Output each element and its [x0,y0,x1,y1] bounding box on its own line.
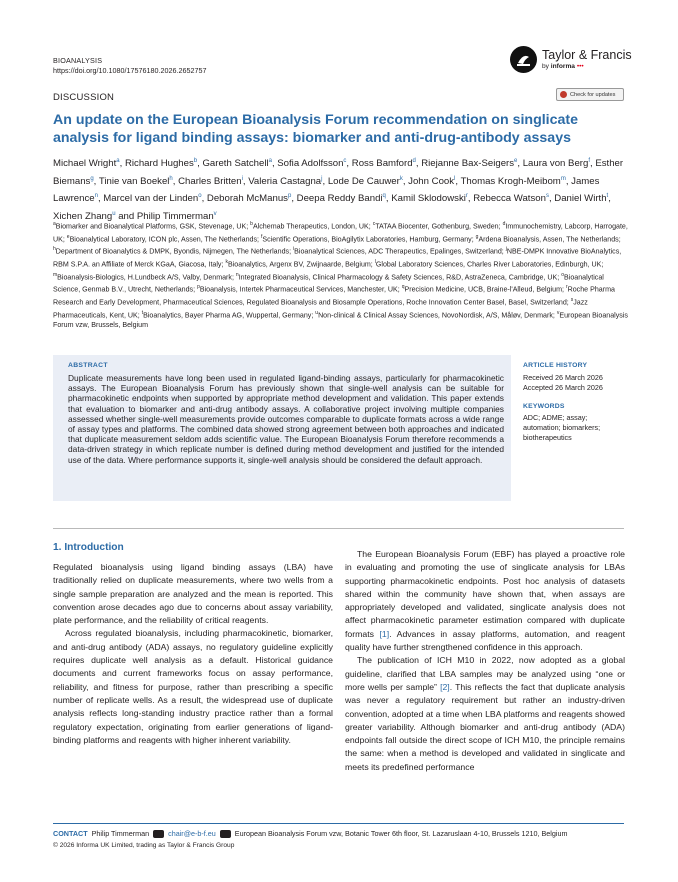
author-name[interactable]: Ross Bamford [351,158,413,170]
affiliation: Roche Pharma Research and Early Development, Pharmaceutical Sciences, Regulated Bioanalysis and Biosample Operations, Roche Innovation Center Basel, Basel, Switzerland; [53,285,615,307]
contact-email-link[interactable]: chair@e-b-f.eu [168,829,216,838]
paragraph: Regulated bioanalysis using ligand binding assays (LBA) have traditionally relied on duplicate measurements, where two wells from a single sample preparation are analyzed and the mean is reported. This convention arose decades ago due to concerns about assay variability, plate performance, and the reliability of critical reagents. [53,562,333,626]
author-name[interactable]: Rebecca Watson [473,193,546,205]
affiliation: Non-clinical & Clinical Assay Sciences, NovoNordisk, A/S, Måløv, Denmark; [318,310,557,319]
accepted-date: Accepted 26 March 2026 [523,383,603,392]
affiliation-marker: k [399,175,403,182]
affiliation-marker: m [53,271,58,278]
body-column-right [345,548,625,774]
author-name[interactable]: Thomas Krogh-Meibom [460,175,561,187]
author-name[interactable]: Esther Biemans [53,158,624,187]
affiliation-marker: g [475,233,479,240]
footer-divider [53,823,624,824]
article-title: An update on the European Bioanalysis Forum recommendation on singlicate analysis for ligand binding assays: biomarker and anti-drug-antibody assays [53,112,579,146]
affiliation-marker: d [412,158,416,164]
affiliation-marker: m [560,175,566,182]
affiliation: Bioanalytics, Argenx BV, Zwijnaarde, Belgium; [227,260,375,269]
affiliation-marker: u [315,309,319,316]
affiliation-marker: n [235,271,239,278]
affiliation-marker: c [343,158,347,164]
affiliation: TATAA Biocenter, Gothenburg, Sweden; [375,222,503,231]
affiliation: Bioanalytics, Bayer Pharma AG, Wuppertal, Germany; [143,310,316,319]
affiliation-marker: o [561,271,565,278]
author-name[interactable]: Valeria Castagna [248,175,322,187]
abstract-label: ABSTRACT [68,362,108,369]
affiliation-marker: b [193,158,198,164]
contact-name: Philip Timmerman [91,829,150,838]
affiliation-marker: f [588,158,590,164]
affiliation-marker: l [374,258,376,265]
author-name[interactable]: Charles Britten [178,175,242,187]
author-name[interactable]: John Cook [408,175,455,187]
author-name[interactable]: Richard Hughes [124,158,194,170]
affiliation-marker: e [514,158,518,164]
author-name[interactable]: Philip Timmerman [136,210,214,222]
affiliation-marker: a [53,221,56,227]
received-date: Received 26 March 2026 [523,373,603,382]
affiliation-marker: a [268,158,272,164]
divider [53,528,624,529]
affiliation: Department of Bioanalytics & DMPK, Byondis, Nijmegen, The Netherlands; [55,247,294,256]
affiliation: Bioanalytical Laboratory, ICON plc, Assen, The Netherlands; [69,235,261,244]
publisher-logo[interactable] [510,46,630,74]
affiliation-marker: h [169,175,173,182]
citation-link[interactable]: [1] [379,628,390,639]
affiliation-marker: t [606,193,609,200]
affiliation: Integrated Bioanalysis, Clinical Pharmacology & Safety Sciences, R&D, AstraZeneca, Cambridge, UK; [238,272,562,281]
affiliation-marker: c [372,221,376,227]
affiliation: Jazz Pharmaceuticals, Kent, UK; [53,298,588,319]
abstract-text: Duplicate measurements have long been used in regulated ligand-binding assays, particularly for pharmacokinetic assays. The European Bioanalysis Forum has previously shown that single-well analysis can be suitable for pharmacokinetic endpoints when supported by appropriate method development and validation. This paper extends that evaluation to biomarker and anti-drug antibody assays. A collaborative project involving multiple companies assessed whether single-well measurements provide outcomes comparable to duplicate formats across a wide range of assay types and platforms. The combined data showed strong agreement between both approaches and indicated that duplicate measurement seldom adds scientific value. The European Bioanalysis Forum therefore recommends a data-driven strategy in which replicate number is defined during method development and justified for the intended use of the data. Where performance supports it, single-well analysis should be considered the default approach. [68,373,504,465]
affiliation-marker: v [213,210,217,217]
author-name[interactable]: Marcel van der Linden [103,193,199,205]
affiliation-marker: p [287,193,292,200]
paragraph: The publication of ICH M10 in 2022, now adopted as a global guideline, clarified that LBA samples may be analyzed using “one or more wells per sample” [2]. This reflects the fact that duplicate analysis was never a regulatory requirement but rather an industry-driven convention, adopted at a time when LBA platforms and reagents showed greater variability. Although biomarker and anti-drug antibody (ADA) endpoints fall outside the direct scope of ICH M10, the principle remains the same: when a method is developed and validated in singlicate and meets its predefined performance [345,655,626,772]
contact-address: European Bioanalysis Forum vzw, Botanic Tower 6th floor, St. Lazaruslaan 4-10, Brussels 1210, Belgium [234,829,568,838]
section-heading: 1. Introduction [53,542,124,553]
affiliation: Bioanalytical Sciences, ADC Therapeutics, Epalinges, Switzerland; [294,247,506,256]
affiliation: Immunochemistry, Labcorp, Harrogate, UK; [53,222,628,244]
affiliation: Scientific Operations, BioAgilytix Laboratories, Hamburg, Germany; [262,235,476,244]
affiliation: NBE-DMPK Innovative BioAnalytics, RBM S.P.A. an Affiliate of Merck KGaA, Giacosa, Italy; [53,247,622,269]
author-name[interactable]: Tinie van Boekel [98,175,170,187]
affiliation: Bioanalytical Science, Genmab B.V., Utrecht, Netherlands; [53,272,604,294]
affiliation-marker: s [570,296,574,303]
body-column-left [53,561,333,747]
affiliation-marker: q [382,193,386,200]
author-name[interactable]: Laura von Berg [522,158,589,170]
affiliation-marker: p [197,284,200,291]
affiliation-marker: q [401,284,405,291]
contact-line [53,829,567,838]
author-name[interactable]: Riejanne Bax-Seigers [421,158,515,170]
author-name[interactable]: Sofia Adolfsson [277,158,344,170]
affiliation-marker: t [141,309,144,316]
copyright: © 2026 Informa UK Limited, trading as Taylor & Francis Group [53,842,235,849]
keywords-list: ADC; ADME; assay; automation; biomarkers; biotherapeutics [523,413,601,442]
keywords-label: KEYWORDS [523,403,565,410]
check-updates-label: Check for updates [570,91,616,98]
affiliation: Precision Medicine, UCB, Braine-l'Alleud, Belgium; [404,285,566,294]
affiliation: Alchemab Therapeutics, London, UK; [252,222,373,231]
author-name[interactable]: Deepa Reddy Bandi [296,193,383,205]
doi-link[interactable]: https://doi.org/10.1080/17576180.2026.2652757 [53,66,207,75]
affiliation-marker: f [260,233,263,240]
check-updates-icon [560,91,567,98]
affiliation-marker: r [465,193,468,200]
affiliation-marker: b [250,221,253,227]
affiliation-marker: n [94,193,98,200]
affiliation-marker: j [321,175,323,182]
affiliation-marker: v [556,309,560,316]
affiliation-list [53,219,633,331]
affiliation: Ardena Bioanalysis, Assen, The Netherlands; [478,235,621,244]
affiliation-marker: s [545,193,549,200]
affiliation-marker: e [66,233,70,240]
author-name[interactable]: Deborah McManus [206,193,288,205]
taylor-francis-lamp-icon [510,46,537,73]
journal-name: BIOANALYSIS [53,56,103,65]
affiliation-marker: d [502,221,506,227]
affiliation-marker: a [116,158,120,164]
affiliation-marker: g [90,175,94,182]
affiliation: Bioanalysis-Biologics, H.Lundbeck A/S, Valby, Denmark; [57,272,236,281]
affiliation-marker: i [241,175,243,182]
affiliation-marker: j [505,246,507,253]
author-name[interactable]: Lode De Cauwer [327,175,400,187]
contact-label: CONTACT [53,829,88,838]
affiliation-marker: r [565,284,568,291]
affiliation-marker: l [454,175,456,182]
article-history-label: ARTICLE HISTORY [523,362,588,369]
affiliation: European Bioanalysis Forum vzw, Brussels, Belgium [53,310,628,330]
author-name[interactable]: Xichen Zhang [53,210,113,222]
affiliation: Global Laboratory Sciences, Charles River Laboratories, Edinburgh, UK; [375,260,604,269]
affiliation: Bioanalysis, Intertek Pharmaceutical Services, Manchester, UK; [199,285,402,294]
article-type: DISCUSSION [53,92,115,103]
check-for-updates-button[interactable] [556,88,624,101]
publisher-name: Taylor & Francis [542,48,632,62]
address-icon [220,830,231,838]
citation-link[interactable]: [2] [440,681,450,692]
email-icon [153,830,164,838]
author-name[interactable]: James Lawrence [53,175,600,205]
affiliation-marker: k [225,258,228,265]
author-name[interactable]: Daniel Wirth [554,193,607,205]
author-name[interactable]: Michael Wright [53,158,117,170]
author-list: Michael Wright$^a$, Richard Hughes$^b$, Gareth Satchell$^a$, Sofia Adolfsson$^c$, Ross Bamford$^d$, Riejanne Bax-Seigers$^e$, Laura von Berg$^f$, Esther Biemans$^g$, Tinie van Boekel$^h$, Charles Britten$^i$, Valeria Castagna$^j$, Lode De Cauwer$^k$, John Cook$^l$, Thomas Krogh-Meibom$^m$, James Lawrence$^n$, Marcel van der Linden$^o$, Deborah McManus$^p$, Deepa Reddy Bandi$^q$, Kamil Sklodowski$^r$, Rebecca Watson$^s$, Daniel Wirth$^t$, Xichen Zhang$^u$ and Philip Timmerman$^v$ [53,158,624,222]
paragraph: The European Bioanalysis Forum (EBF) has played a proactive role in evaluating and promoting the use of singlicate analysis for LBAs supporting pharmacokinetic endpoints. Post hoc analysis of datasets shared within the community have shown that, when assays are appropriately developed and validated, singlicate analysis does not affect pharmacokinetic parameter estimation compared with duplicate formats [1]. Advances in assay platforms, automation, and reagent quality have further strengthened confidence in this approach. [345,549,625,653]
author-name[interactable]: Kamil Sklodowski [391,193,466,205]
affiliation: Biomarker and Bioanalytical Platforms, GSK, Stevenage, UK; [55,222,251,231]
paragraph: Across regulated bioanalysis, including pharmacokinetic, biomarker, and anti-drug antibody (ADA) assays, no regulatory guideline explicitly requires duplicate well analysis as a default. Historical guidance documents and current frameworks focus on assay performance, reliability, and fitness for purpose, rather than prescribing a specific number of replicate wells. As a result, the widespread use of duplicate analysis reflects long-standing industry practice rather than a formal regulatory expectation, originating from earlier generations of ligand-binding platforms and reagents with higher inherent variability. [53,628,333,745]
affiliation-marker: h [53,246,56,253]
affiliation-marker: u [112,210,116,217]
publisher-sub: by informa ••• [542,63,584,70]
affiliation-marker: o [198,193,202,200]
author-name[interactable]: Gareth Satchell [202,158,269,170]
affiliation-marker: i [293,246,295,253]
